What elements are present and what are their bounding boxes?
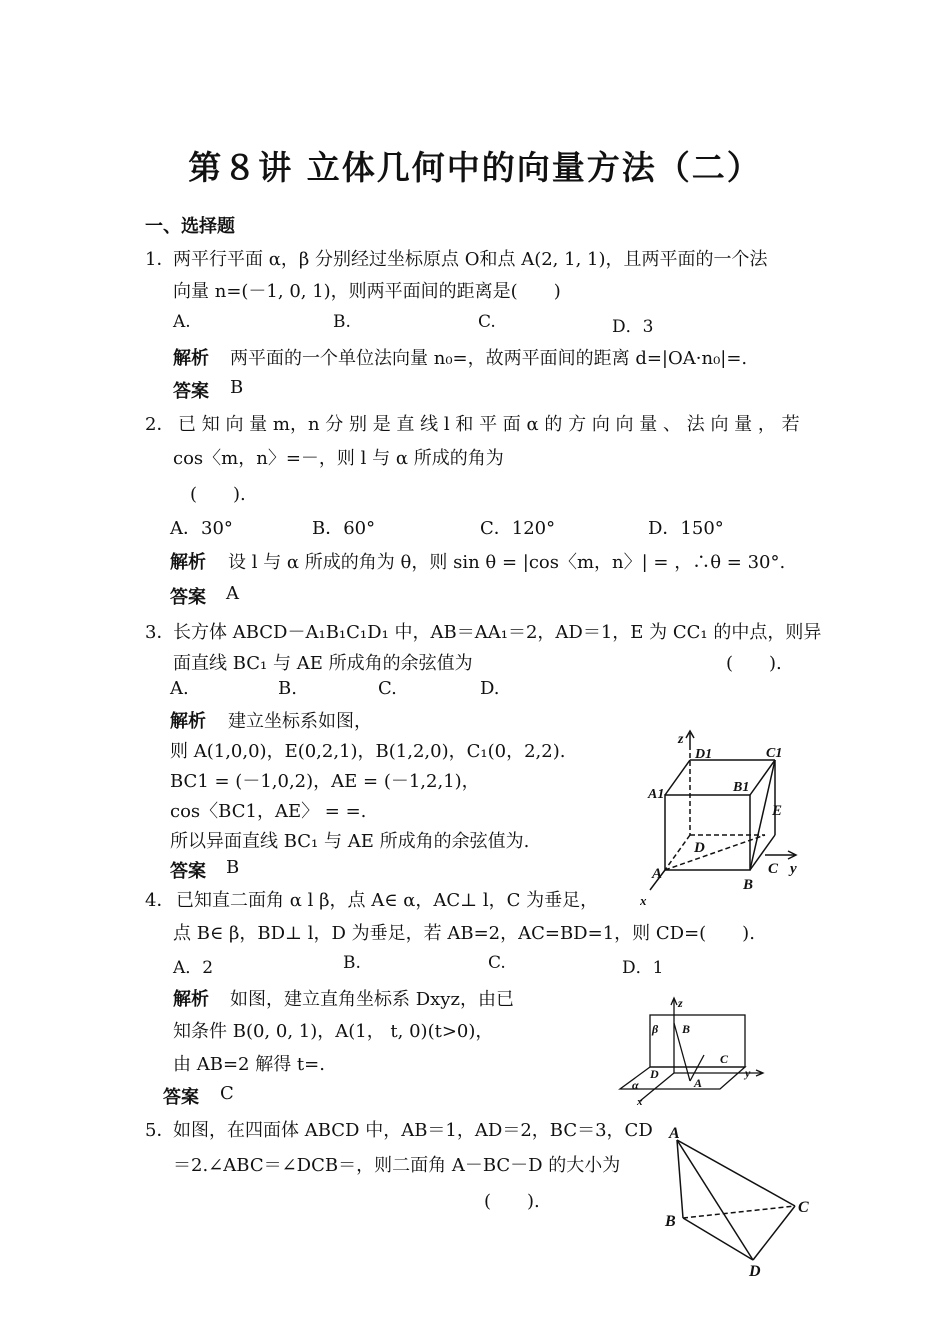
q4-answer: C [220,1083,234,1104]
q4-answer-label: 答案 [163,1087,199,1108]
q1-analysis: 两平面的一个单位法向量 n₀=，故两平面间的距离 d=|OA·n₀|=. [230,348,748,369]
q2-line2: cos〈m，n〉=－，则 l 与 α 所成的角为 [173,448,504,469]
q3-fig-label-d: D [694,840,705,856]
q3-fig-label-y: y [790,861,797,877]
q4-dihedral-figure [612,993,777,1108]
q5-fig-label-a: A [669,1125,680,1142]
q5-tetrahedron-figure [655,1120,820,1280]
q2-option-d: D．150° [648,518,724,539]
q5-fig-label-b: B [665,1213,676,1230]
q4-option-d: D．1 [622,958,664,978]
q4-option-b: B. [343,953,361,973]
q4-fig-label-d: D [650,1067,659,1081]
q3-line1: 长方体 ABCD－A₁B₁C₁D₁ 中，AB＝AA₁＝2，AD＝1，E 为 CC₁ 的中点，则异 [173,622,822,643]
q3-analysis-label: 解析 [170,711,206,732]
q4-fig-label-alpha: α [632,1078,639,1092]
q1-answer-label: 答案 [173,381,209,402]
q3-answer-label: 答案 [170,861,206,882]
q4-option-a: A．2 [173,958,214,978]
q3-fig-label-b1: B1 [733,780,750,795]
q3-line2: 面直线 BC₁ 与 AE 所成角的余弦值为 [173,653,473,674]
edge-ac [677,1140,795,1206]
q3-fig-label-c1: C1 [766,746,783,761]
q2-option-c: C．120° [480,518,556,539]
q3-answer: B [226,857,240,878]
q3-fig-label-c: C [768,861,779,877]
q3-analysis-line-1: 则 A(1,0,0)，E(0,2,1)，B(1,2,0)，C₁(0，2,2). [170,741,566,762]
q3-fig-label-a1: A1 [648,787,665,802]
q4-fig-label-c: C [720,1052,729,1066]
q1-answer: B [230,377,244,398]
q3-number: 3． [145,622,175,643]
q3-option-a: A. [170,678,189,699]
q4-analysis: 如图，建立直角坐标系 Dxyz，由已 [230,989,514,1010]
q1-line2: 向量 n=(－1, 0, 1)，则两平面间的距离是( ) [173,281,561,302]
q4-fig-label-b: B [682,1022,691,1036]
edge-ad [677,1140,753,1260]
q5-line3: ( ). [484,1191,540,1212]
q1-option-b: B. [333,312,351,332]
da-hidden [665,835,690,870]
q3-option-b: B. [278,678,297,699]
page-title: 第８讲 立体几何中的向量方法（二） [188,148,762,187]
q3-fig-label-b: B [743,877,754,893]
a1d1 [665,760,690,795]
q3-analysis-line-3: cos〈BC1，AE〉 = =. [170,801,367,822]
q5-number: 5． [145,1120,175,1141]
alpha-plane [620,1067,745,1089]
q3-fig-label-d1: D1 [695,747,713,762]
q4-line1: 已知直二面角 α l β，点 A∈ α，AC⊥ l，C 为垂足， [176,890,599,911]
q2-option-b: B．60° [312,518,376,539]
q4-fig-label-beta: β [652,1022,659,1036]
q3-cuboid-figure [640,725,820,910]
q3-fig-label-z: z [678,732,684,747]
q2-answer-label: 答案 [170,587,206,608]
q4-line2: 点 B∈ β，BD⊥ l，D 为垂足，若 AB=2，AC=BD=1，则 CD=( ). [173,923,755,944]
q2-analysis: 设 l 与 α 所成的角为 θ，则 sin θ = |cos〈m，n〉| = ，∴θ = 30°. [228,552,786,573]
q4-fig-label-z: z [678,996,683,1010]
q4-number: 4． [145,890,175,911]
q1-option-a: A. [173,312,191,332]
q1-option-c: C. [478,312,496,332]
section-heading: 一、选择题 [145,216,235,237]
q2-number: 2． [145,414,175,435]
q5-line1: 如图，在四面体 ABCD 中，AB＝1，AD＝2，BC＝3，CD [173,1120,653,1141]
q5-fig-label-d: D [749,1263,761,1280]
edge-bc [683,1206,795,1218]
q3-option-c: C. [378,678,397,699]
q1-option-d: D．3 [612,317,654,337]
q3-line2-paren: ( ). [726,653,782,674]
q1-analysis-label: 解析 [173,348,209,369]
q2-line3: ( ). [190,484,246,505]
q5-fig-label-c: C [798,1199,809,1216]
q3-fig-label-e: E [772,803,783,819]
q3-fig-label-a: A [652,866,663,882]
q2-analysis-label: 解析 [170,552,206,573]
q2-answer: A [226,583,239,604]
edge-ab [677,1140,683,1218]
q2-line1: 已 知 向 量 m，n 分 别 是 直 线 l 和 平 面 α 的 方 向 向 量 、 法 向 量 ， 若 [178,414,800,435]
edge-cd [753,1206,795,1260]
q3-fig-label-x: x [640,893,647,908]
q2-option-a: A．30° [170,518,233,539]
q1-line1: 两平行平面 α，β 分别经过坐标原点 O和点 A(2, 1, 1)，且两平面的一个法 [173,249,768,270]
q4-analysis-label: 解析 [173,989,209,1010]
q4-fig-label-a: A [694,1076,703,1090]
edge-bd [683,1218,753,1260]
q3-option-d: D. [480,678,500,699]
q4-option-c: C. [488,953,506,973]
q5-line2: ＝2.∠ABC＝∠DCB＝，则二面角 A－BC－D 的大小为 [173,1155,621,1176]
q4-analysis-line-2: 由 AB=2 解得 t=. [173,1054,325,1075]
q4-analysis-line-1: 知条件 B(0, 0, 1)，A(1， t, 0)(t>0)， [173,1021,494,1042]
front-face [665,795,750,870]
q4-fig-label-x: x [637,1096,643,1108]
q1-number: 1． [145,249,175,270]
q3-analysis-line-4: 所以异面直线 BC₁ 与 AE 所成角的余弦值为. [170,831,530,852]
q3-analysis: 建立坐标系如图， [228,711,372,732]
beta-plane [650,1015,745,1067]
q3-analysis-line-2: BC1 = (－1,0,2)，AE = (－1,2,1)， [170,771,480,792]
q4-fig-label-y: y [745,1066,751,1080]
